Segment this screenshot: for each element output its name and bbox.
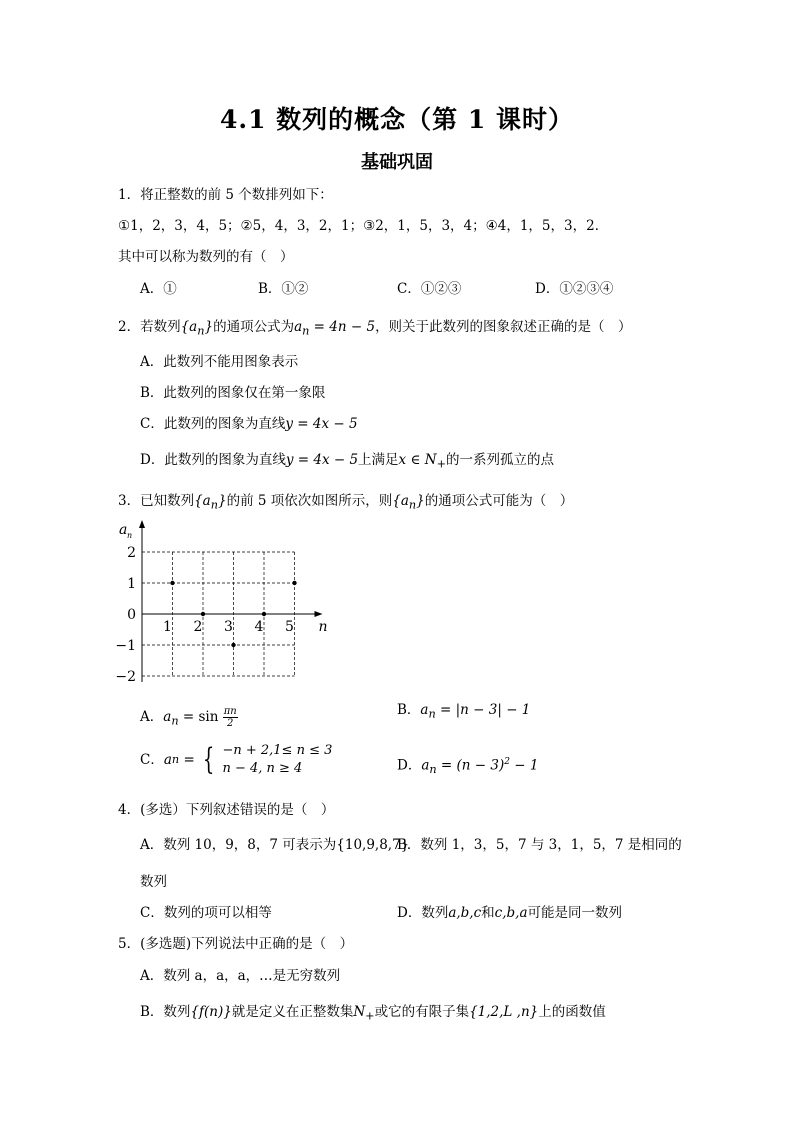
q2-option-d-set: x ∈ N xyxy=(398,452,437,468)
y-tick-label: 2 xyxy=(127,545,136,561)
y-tick-label: −2 xyxy=(115,669,136,685)
q3-option-a-denominator: 2 xyxy=(227,718,234,729)
q2-option-d-text: D．此数列的图象为直线 xyxy=(140,452,286,468)
q3-stem-b: 的前 5 项依次如图所示，则 xyxy=(226,493,393,509)
q3-option-a-numerator: πn xyxy=(223,706,237,717)
q3-scatter-chart xyxy=(115,518,333,688)
q2-option-c-text: C．此数列的图象为直线 xyxy=(140,416,286,432)
q3-option-c-label: C． xyxy=(140,752,164,768)
data-point xyxy=(201,612,205,616)
q3-seq-2-sub: n xyxy=(408,498,417,512)
y-axis-arrow xyxy=(139,520,145,528)
q5-option-b xyxy=(140,1003,606,1026)
q1-ask: 其中可以称为数列的有（ ） xyxy=(118,249,294,265)
q3-option-d-tail: − 1 xyxy=(509,757,539,774)
q3-option-c-brace: { xyxy=(202,742,215,777)
q2-option-d-tail-a: 上满足 xyxy=(358,452,399,468)
q3-option-c xyxy=(140,742,332,782)
q3-option-c-lhs: a xyxy=(163,752,172,768)
y-tick-label: −1 xyxy=(115,638,136,654)
q3-option-b-sub: n xyxy=(428,707,436,721)
q1-option-c: C．①②③ xyxy=(397,281,462,297)
q3-option-d-label: D． xyxy=(397,757,422,774)
q3-option-c-case-1: −n + 2,1≤ n ≤ 3 xyxy=(222,743,333,758)
q3-seq-1-text: {a xyxy=(194,493,211,509)
q2-stem-b: 的通项公式为 xyxy=(213,319,295,335)
data-point xyxy=(262,612,266,616)
q2-stem-a: 2．若数列 xyxy=(118,319,181,335)
q4-option-b: B．数列 1，3，5，7 与 3，1，5，7 是相同的 xyxy=(397,837,682,853)
q3-seq-1-close: } xyxy=(217,493,227,509)
q4-option-b-wrap: 数列 xyxy=(140,874,167,890)
q2-seq-text: {a xyxy=(180,319,198,335)
q3-option-a-fraction xyxy=(223,706,238,729)
q3-option-b xyxy=(397,701,530,724)
q3-option-a-label: A． xyxy=(140,709,164,725)
q3-option-a xyxy=(140,700,238,734)
q3-option-b-label: B． xyxy=(397,702,421,718)
q1-option-d: D．①②③④ xyxy=(535,281,614,297)
q2-option-b: B．此数列的图象仅在第一象限 xyxy=(140,385,326,401)
q3-seq-1-sub: n xyxy=(210,498,218,512)
q3-option-d-sub: n xyxy=(429,763,437,777)
q3-seq-1 xyxy=(194,493,227,512)
q3-seq-2 xyxy=(392,493,425,512)
q2-stem-c: ，则关于此数列的图象叙述正确的是（ ） xyxy=(375,319,632,335)
x-tick-label: 1 xyxy=(163,619,172,635)
chart-svg xyxy=(115,518,333,688)
q1-list: ①1，2，3，4，5；②5，4，3，2，1；③2，1，5，3，4；④4，1，5，3，2． xyxy=(118,218,609,234)
q3-option-d-sup: 2 xyxy=(504,757,510,767)
q3-seq-2-close: } xyxy=(416,493,425,509)
q5-option-b-b: 就是定义在正整数集 xyxy=(231,1004,354,1020)
x-tick-label: 3 xyxy=(224,619,233,635)
x-tick-label: 2 xyxy=(193,619,203,635)
page-title: 4.1 数列的概念（第 1 课时） xyxy=(219,105,574,134)
q5-option-b-c: 或它的有限子集 xyxy=(374,1004,470,1020)
y-tick-label: 1 xyxy=(127,576,136,592)
q4-stem: 4．(多选）下列叙述错误的是（ ） xyxy=(118,802,335,818)
q3-option-b-lhs: a xyxy=(420,702,429,718)
q5-option-b-set-sub: + xyxy=(365,1009,375,1023)
section-title: 基础巩固 xyxy=(361,152,433,173)
q4-option-d-a: D．数列 xyxy=(397,905,449,921)
x-axis-label: n xyxy=(318,619,328,635)
q2-stem xyxy=(118,318,632,341)
q1-option-b: B．①② xyxy=(258,281,309,297)
q5-option-a: A．数列 a，a，a，…是无穷数列 xyxy=(140,968,341,984)
q1-stem: 1．将正整数的前 5 个数排列如下： xyxy=(118,187,333,203)
q3-stem-a: 3．已知数列 xyxy=(118,493,195,509)
data-point xyxy=(170,581,174,585)
q2-formula-sub: n xyxy=(302,324,310,338)
q4-option-d-b: 可能是同一数列 xyxy=(527,905,623,921)
q3-option-a-sub: n xyxy=(171,714,179,728)
q4-option-d-math-1: a,b,c xyxy=(448,905,482,921)
data-point xyxy=(292,581,296,585)
q2-formula-a: a xyxy=(294,319,303,335)
q4-option-d xyxy=(397,904,622,922)
q5-option-b-math: {f(n)} xyxy=(190,1004,232,1020)
q3-option-d xyxy=(397,753,538,779)
x-tick-label: 4 xyxy=(254,619,264,635)
q4-option-a: A．数列 10，9，8，7 可表示为{10,9,8,7} xyxy=(140,837,410,853)
q2-option-d-tail-b: 的一系列孤立的点 xyxy=(446,452,554,468)
q3-stem-c: 的通项公式可能为（ ） xyxy=(424,493,574,509)
x-axis-arrow xyxy=(315,611,323,617)
q4-option-c: C．数列的项可以相等 xyxy=(140,905,272,921)
q3-option-c-eq: = xyxy=(179,752,200,768)
q3-option-b-expr: = |n − 3| − 1 xyxy=(435,702,531,718)
q5-option-b-d: 上的函数值 xyxy=(538,1004,606,1020)
q5-option-b-set-2: {1,2,L ,n} xyxy=(469,1004,539,1020)
q3-stem xyxy=(118,492,573,515)
q2-seq xyxy=(180,319,214,338)
q3-seq-2-text: {a xyxy=(392,493,409,509)
q3-option-c-case-2: n − 4, n ≥ 4 xyxy=(222,761,303,776)
x-tick-label: 5 xyxy=(285,619,294,635)
q2-option-d-set-sub: + xyxy=(436,457,446,471)
y-axis-label: a xyxy=(119,522,128,538)
q3-option-a-lhs: a xyxy=(163,709,172,725)
q5-option-b-set: N xyxy=(353,1004,366,1020)
q3-option-c-cases xyxy=(222,742,332,778)
q2-option-c-math: y = 4x − 5 xyxy=(285,416,358,432)
q2-option-d-math: y = 4x − 5 xyxy=(285,452,359,468)
q4-option-d-mid: 和 xyxy=(481,905,495,921)
q3-option-c-sub: n xyxy=(171,753,180,766)
q2-seq-sub: n xyxy=(197,324,205,338)
q2-seq-close: } xyxy=(204,319,214,335)
q2-formula xyxy=(294,319,376,338)
q3-option-a-eq: = sin xyxy=(178,709,219,725)
q2-formula-rhs: = 4n − 5 xyxy=(309,319,376,335)
q2-option-a: A．此数列不能用图象表示 xyxy=(140,354,299,370)
data-point xyxy=(231,643,235,647)
q4-option-d-math-2: c,b,a xyxy=(494,905,528,921)
q3-option-d-expr: = (n − 3) xyxy=(436,757,505,774)
q3-option-d-lhs: a xyxy=(421,757,430,774)
q5-stem: 5．(多选题)下列说法中正确的是（ ） xyxy=(118,936,354,952)
y-axis-label-sub: n xyxy=(127,531,133,540)
q5-option-b-a: B．数列 xyxy=(140,1004,191,1020)
y-tick-label: 0 xyxy=(127,607,136,623)
q2-option-d xyxy=(140,451,554,474)
q2-option-c xyxy=(140,415,358,433)
q1-option-a: A．① xyxy=(140,281,177,297)
